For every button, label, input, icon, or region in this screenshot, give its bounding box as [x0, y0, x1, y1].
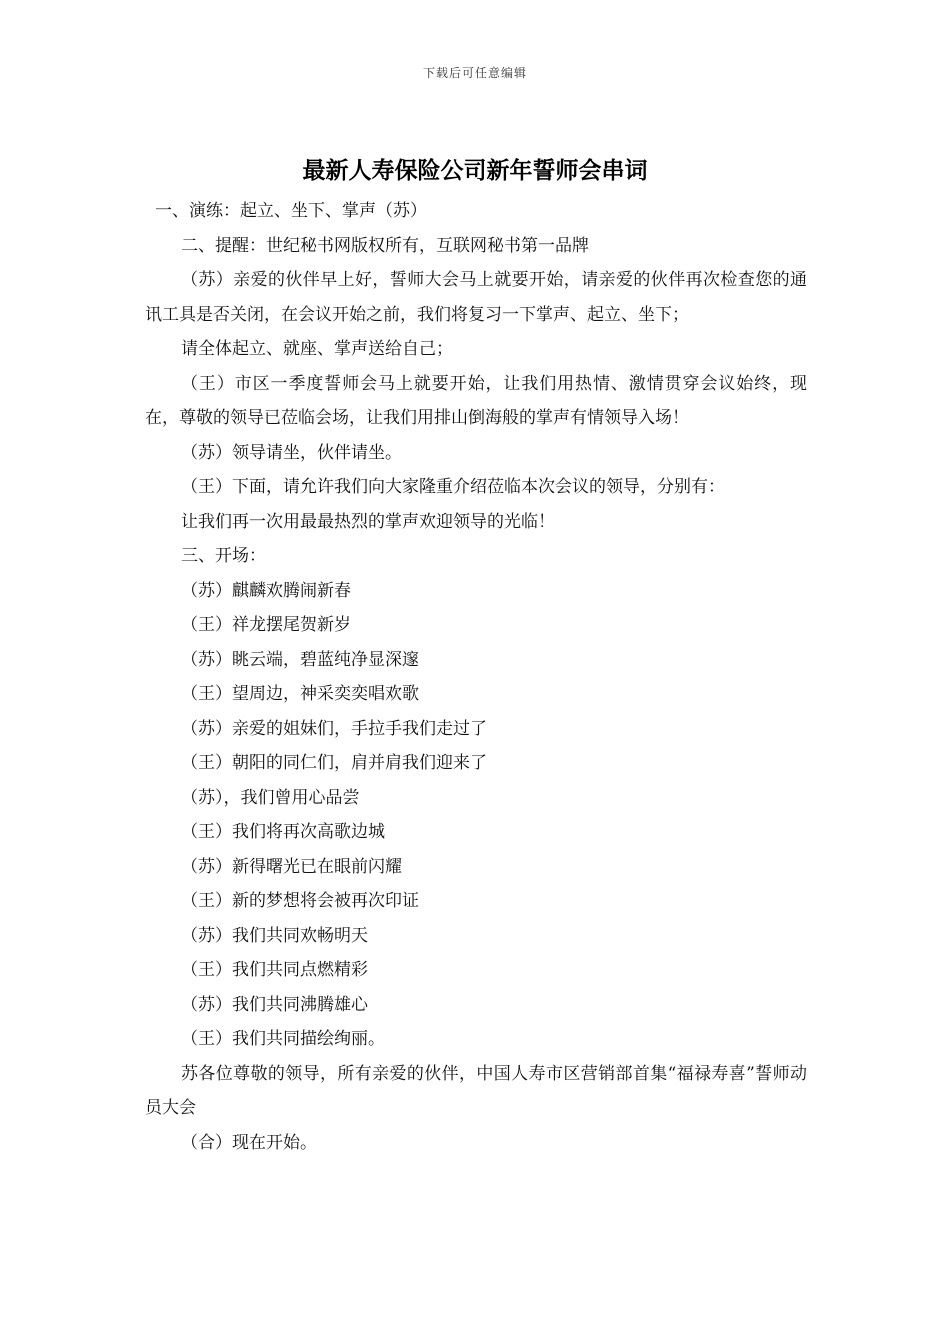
- dialog-line: （王）新的梦想将会被再次印证: [181, 891, 419, 911]
- section-heading-2: 二、提醒：世纪秘书网版权所有，互联网秘书第一品牌: [181, 235, 589, 256]
- paragraph-4: （苏）领导请坐，伙伴请坐。: [181, 442, 402, 463]
- paragraph-2: 请全体起立、就座、掌声送给自己；: [181, 339, 453, 359]
- header-note: 下载后可任意编辑: [422, 66, 527, 80]
- dialog-line: （苏）我们共同沸腾雄心: [181, 994, 368, 1015]
- paragraph-8: （合）现在开始。: [181, 1132, 317, 1153]
- section-heading-1: 一、演练：起立、坐下、掌声（苏）: [155, 201, 427, 221]
- dialog-line: （王）朝阳的同仁们，肩并肩我们迎来了: [181, 753, 487, 773]
- paragraph-1: （苏）亲爱的伙伴早上好，誓师大会马上就要开始，请亲爱的伙伴再次检查您的通讯工具是否关闭，在会议开始之前，我们将复习一下掌声、起立、坐下；: [145, 270, 807, 325]
- paragraph-5: （王）下面，请允许我们向大家隆重介绍莅临本次会议的领导，分别有：: [181, 477, 725, 497]
- dialog-line: （苏）新得曙光已在眼前闪耀: [181, 856, 402, 877]
- document-body: [145, 194, 807, 1160]
- paragraph-7: 苏各位尊敬的领导，所有亲爱的伙伴，中国人寿市区营销部首集“福禄寿喜”誓师动员大会: [145, 1063, 807, 1118]
- dialog-line: （王）我们共同描绘绚丽。: [181, 1029, 385, 1049]
- dialog-line: （王）我们将再次高歌边城: [181, 822, 385, 842]
- dialog-line: （苏）眺云端，碧蓝纯净显深邃: [181, 649, 419, 670]
- document-title: 最新人寿保险公司新年誓师会串词: [302, 158, 648, 184]
- paragraph-3: （王）市区一季度誓师会马上就要开始，让我们用热情、激情贯穿会议始终，现在，尊敬的领导已莅临会场，让我们用排山倒海般的掌声有情领导入场！: [145, 373, 807, 428]
- dialog-line: （王）我们共同点燃精彩: [181, 960, 368, 980]
- dialog-line: （苏）亲爱的姐妹们，手拉手我们走过了: [181, 718, 487, 739]
- paragraph-6: 让我们再一次用最最热烈的掌声欢迎领导的光临！: [181, 511, 555, 532]
- section-heading-3: 三、开场：: [181, 546, 266, 566]
- dialog-line: （苏）我们共同欢畅明天: [181, 925, 368, 946]
- dialog-line: （苏），我们曾用心品尝: [181, 787, 360, 808]
- dialog-line: （王）祥龙摆尾贺新岁: [181, 615, 351, 635]
- dialog-line: （王）望周边，神采奕奕唱欢歌: [181, 684, 419, 704]
- dialog-line: （苏）麒麟欢腾闹新春: [181, 580, 351, 601]
